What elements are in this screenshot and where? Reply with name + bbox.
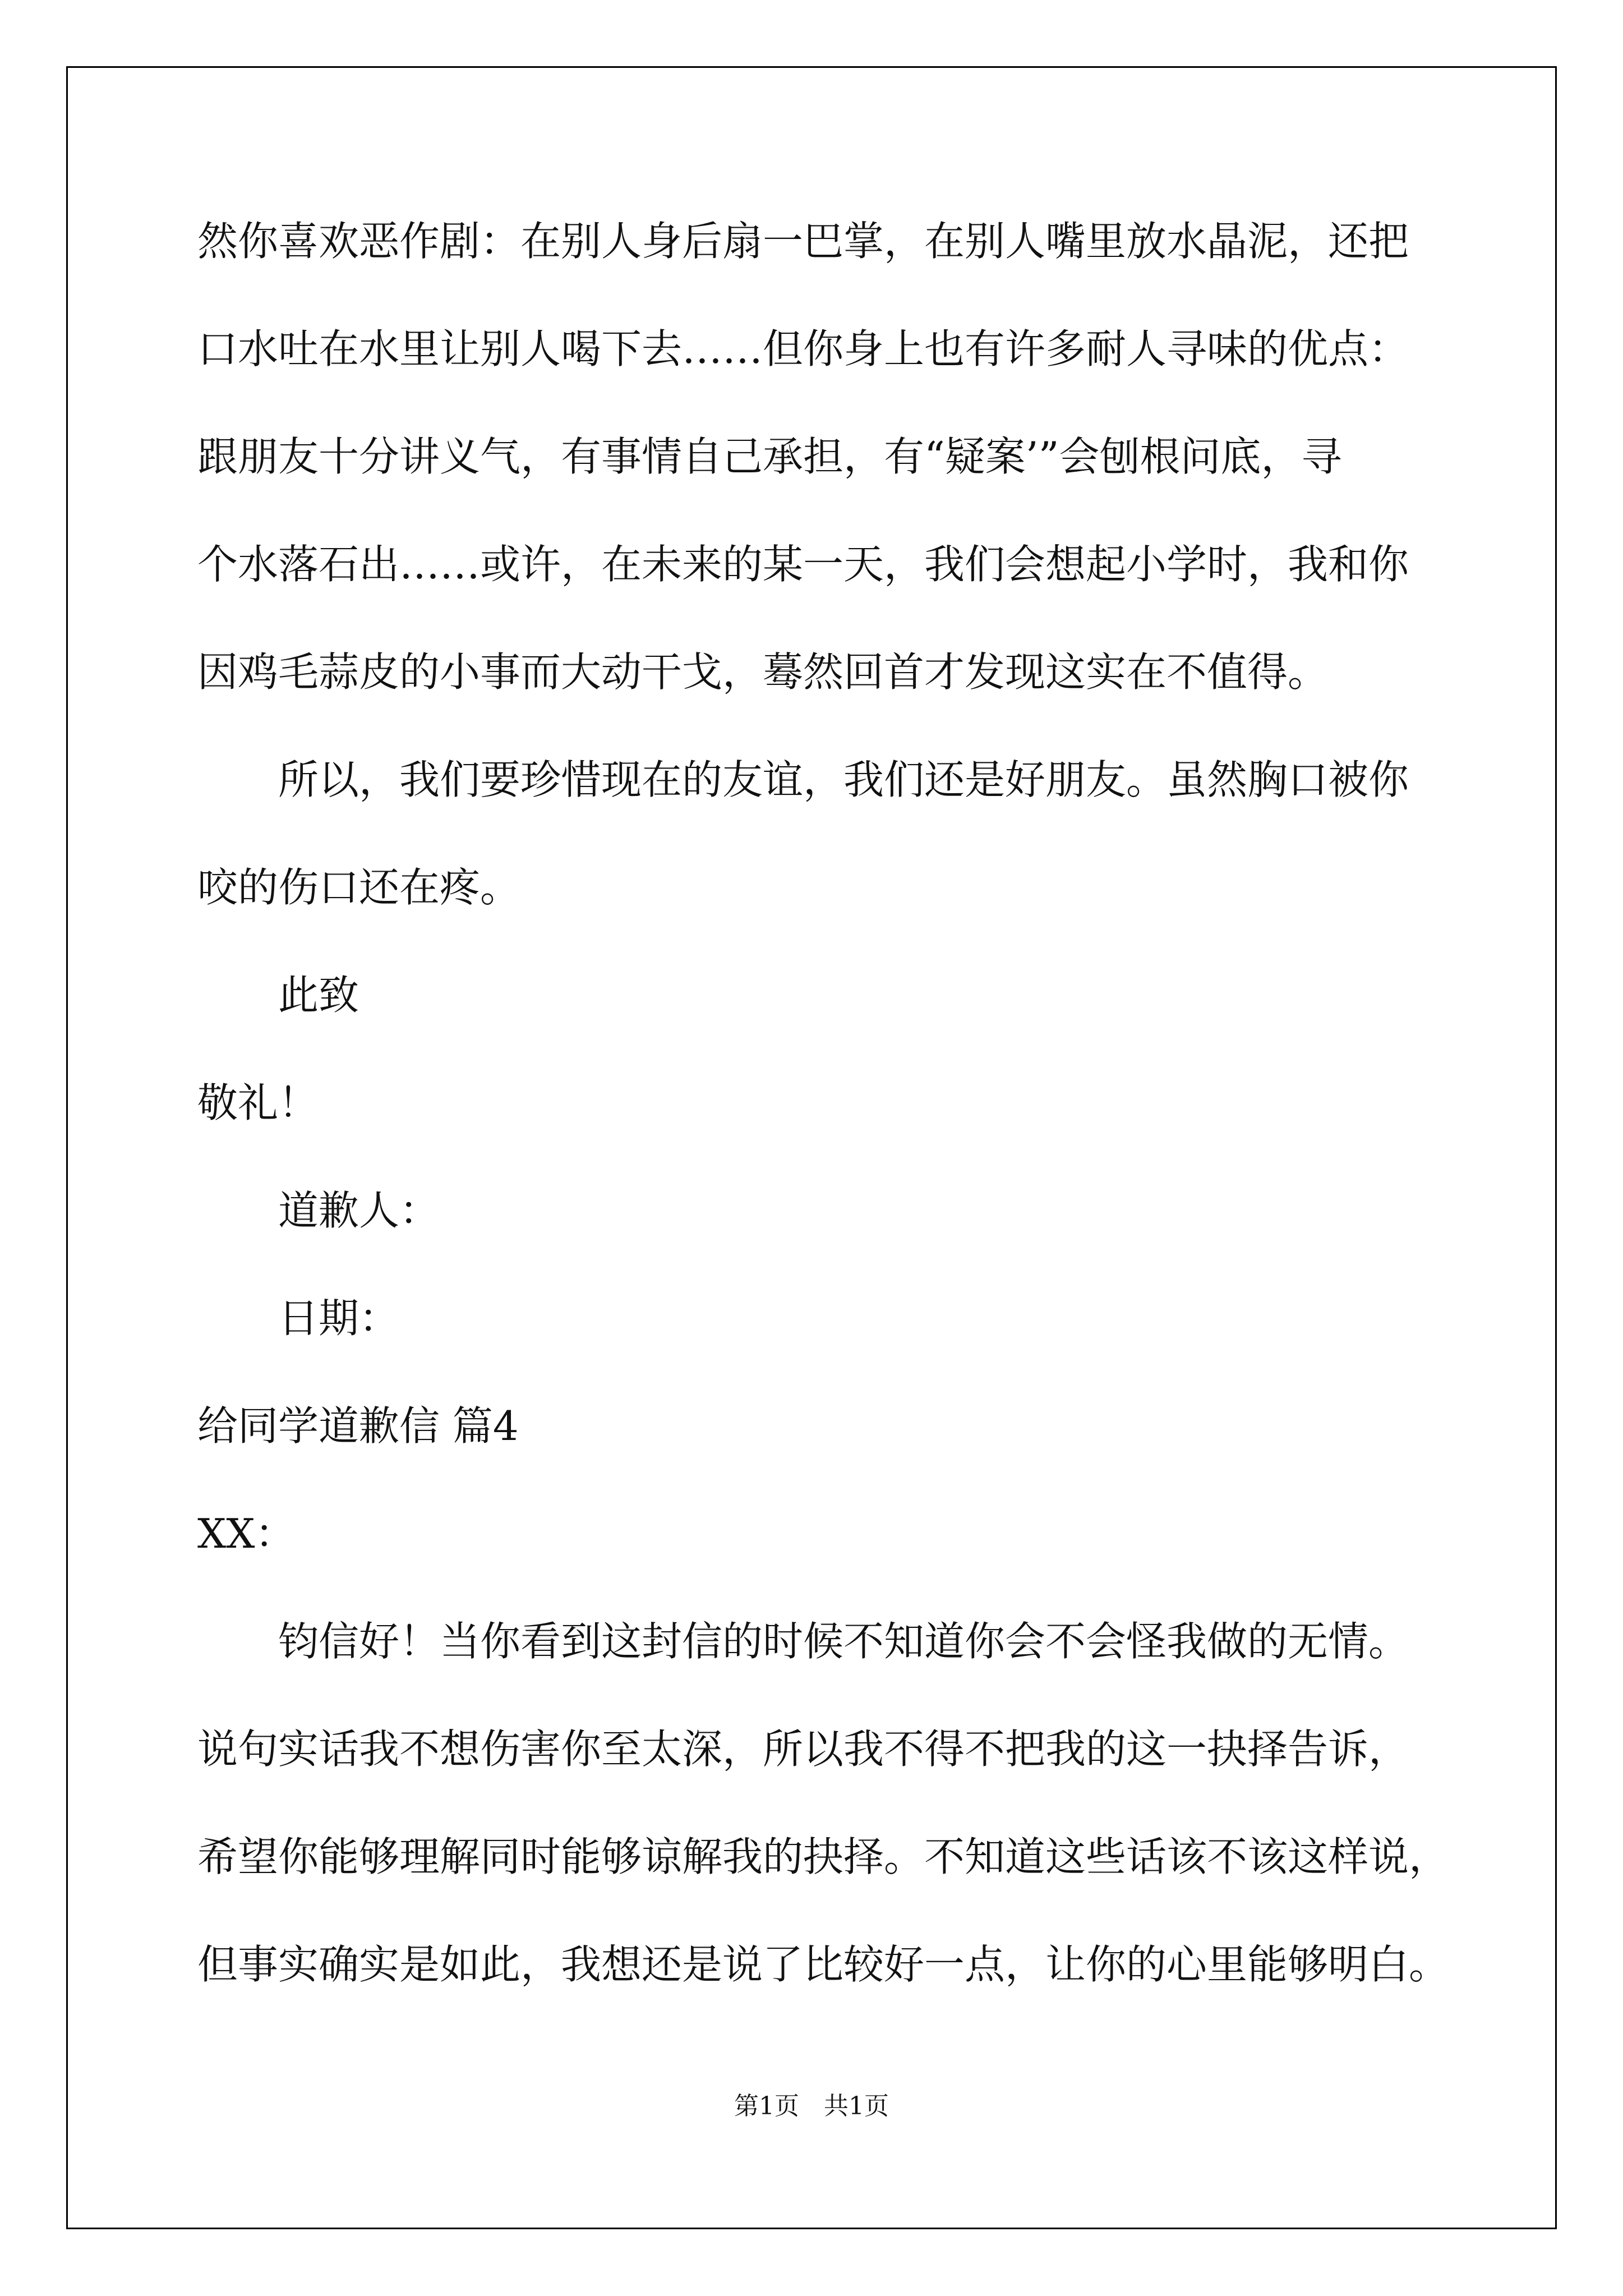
paragraph-line: 然你喜欢恶作剧：在别人身后扇一巴掌，在别人嘴里放水晶泥，还把 xyxy=(197,218,1409,265)
section-heading: 给同学道歉信 篇4 xyxy=(197,1402,519,1450)
paragraph-line: 个水落石出……或许，在未来的某一天，我们会想起小学时，我和你 xyxy=(197,541,1409,588)
signature-label: 道歉人： xyxy=(278,1187,440,1234)
paragraph-line: 口水吐在水里让别人喝下去……但你身上也有许多耐人寻味的优点： xyxy=(197,325,1409,372)
paragraph-line: 希望你能够理解同时能够谅解我的抉择。不知道这些话该不该这样说， xyxy=(197,1833,1450,1880)
paragraph-line: 跟朋友十分讲义气，有事情自己承担，有“疑案’”会刨根问底，寻 xyxy=(197,433,1342,480)
page-number: 第1页 共1页 xyxy=(734,2092,889,2120)
paragraph-line: 说句实话我不想伤害你至太深，所以我不得不把我的这一抉择告诉， xyxy=(197,1726,1409,1773)
closing-regards: 敬礼！ xyxy=(197,1079,319,1126)
paragraph-line: 钧信好！当你看到这封信的时候不知道你会不会怪我做的无情。 xyxy=(278,1618,1409,1665)
paragraph-line: 所以，我们要珍惜现在的友谊，我们还是好朋友。虽然胸口被你 xyxy=(278,756,1409,803)
paragraph-line: 但事实确实是如此，我想还是说了比较好一点，让你的心里能够明白。 xyxy=(197,1941,1450,1988)
document-body xyxy=(197,213,1450,2044)
date-label: 日期： xyxy=(278,1295,400,1342)
paragraph-line: 因鸡毛蒜皮的小事而大动干戈，蓦然回首才发现这实在不值得。 xyxy=(197,648,1329,696)
letter-greeting: XX： xyxy=(197,1510,296,1557)
paragraph-line: 咬的伤口还在疼。 xyxy=(197,864,521,911)
closing-salutation: 此致 xyxy=(278,972,359,1019)
